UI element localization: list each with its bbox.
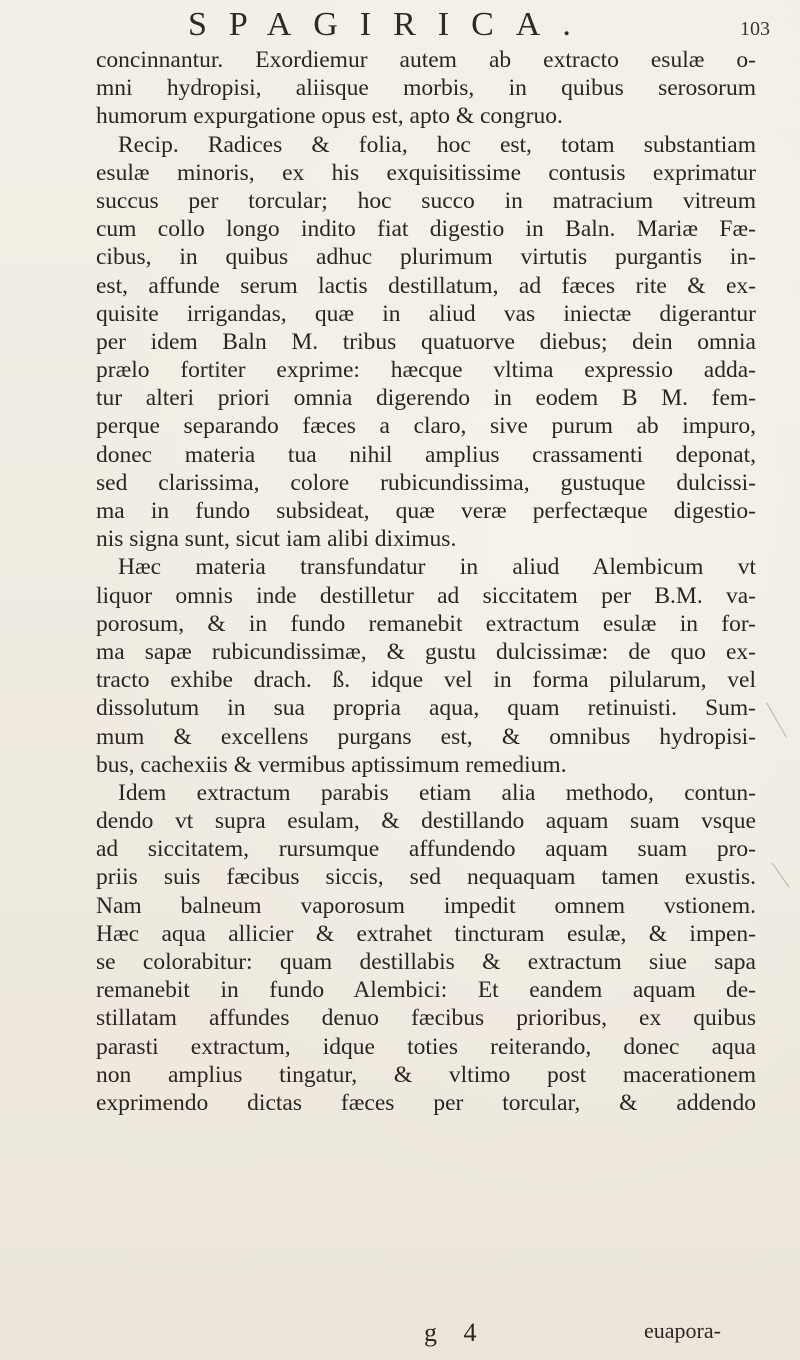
text-line: Nam balneum vaporosum impedit omnem vstionem. <box>96 892 756 919</box>
text-line: cum collo longo indito fiat digestio in Baln. Mariæ Fæ- <box>96 216 756 243</box>
text-line: Hæc aqua allicier & extrahet tincturam esulæ, & impen- <box>96 920 756 947</box>
page-number: 103 <box>740 18 770 40</box>
text-line: donec materia tua nihil amplius crassamenti deponat, <box>96 441 756 468</box>
text-line: exprimendo dictas fæces per torcular, & addendo <box>96 1089 756 1116</box>
body-text <box>96 46 756 1117</box>
text-line: succus per torcular; hoc succo in matracium vitreum <box>96 187 756 214</box>
text-line: ad siccitatem, rursumque affundendo aquam suam pro- <box>96 836 756 863</box>
text-line: ma in fundo subsideat, quæ veræ perfectæque digestio- <box>96 498 756 524</box>
margin-pencil-mark <box>771 862 789 887</box>
text-line: remanebit in fundo Alembici: Et eandem aquam de- <box>96 977 756 1004</box>
text-line: liquor omnis inde destilletur ad siccitatem per B.M. va- <box>96 582 756 609</box>
text-line: tracto exhibe drach. ß. idque vel in forma pilularum, vel <box>96 667 756 694</box>
text-line: dissolutum in sua propria aqua, quam retinuisti. Sum- <box>96 695 756 722</box>
text-line: porosum, & in fundo remanebit extractum esulæ in for- <box>96 610 756 637</box>
signature-mark: g 4 <box>424 1318 487 1347</box>
page-header <box>118 6 778 46</box>
text-line: non amplius tingatur, & vltimo post macerationem <box>96 1061 756 1088</box>
text-line: concinnantur. Exordiemur autem ab extracto esulæ o- <box>96 47 756 73</box>
text-line: humorum expurgatione opus est, apto & congruo. <box>96 103 563 130</box>
text-line: per idem Baln M. tribus quatuorve diebus; dein omnia <box>96 328 756 355</box>
text-line: Recip. Radices & folia, hoc est, totam substantiam <box>118 131 756 158</box>
text-line: esulæ minoris, ex his exquisitissime contusis exprimatur <box>96 159 756 186</box>
text-line: nis signa sunt, sicut iam alibi diximus. <box>96 526 457 553</box>
text-line: mum & excellens purgans est, & omnibus hydropisi- <box>96 723 756 750</box>
text-line: cibus, in quibus adhuc plurimum virtutis purgantis in- <box>96 244 756 271</box>
text-line: Idem extractum parabis etiam alia methodo, contun- <box>118 779 756 806</box>
text-line: quisite irrigandas, quæ in aliud vas iniectæ digerantur <box>96 300 756 327</box>
margin-pencil-mark <box>766 702 787 737</box>
text-line: ma sapæ rubicundissimæ, & gustu dulcissimæ: de quo ex- <box>96 638 756 665</box>
catchword: euapora- <box>644 1318 721 1343</box>
text-line: tur alteri priori omnia digerendo in eodem B M. fem- <box>96 385 756 412</box>
text-line: prælo fortiter exprime: hæcque vltima expressio adda- <box>96 357 756 384</box>
text-line: parasti extractum, idque toties reiterando, donec aqua <box>96 1033 756 1060</box>
text-line: Hæc materia transfundatur in aliud Alembicum vt <box>118 554 756 581</box>
text-line: perque separando fæces a claro, sive purum ab impuro, <box>96 413 756 440</box>
text-line: sed clarissima, colore rubicundissima, gustuque dulcissi- <box>96 469 756 496</box>
text-line: est, affunde serum lactis destillatum, ad fæces rite & ex- <box>96 272 756 299</box>
text-line: stillatam affundes denuo fæcibus prioribus, ex quibus <box>96 1005 756 1032</box>
text-line: mni hydropisi, aliisque morbis, in quibus serosorum <box>96 75 756 102</box>
text-line: se colorabitur: quam destillabis & extractum siue sapa <box>96 949 756 975</box>
text-line: bus, cachexiis & vermibus aptissimum remedium. <box>96 751 567 778</box>
running-title: SPAGIRICA. <box>188 6 593 43</box>
text-line: dendo vt supra esulam, & destillando aquam suam vsque <box>96 808 756 835</box>
text-line: priis suis fæcibus siccis, sed nequaquam tamen exustis. <box>96 864 756 891</box>
